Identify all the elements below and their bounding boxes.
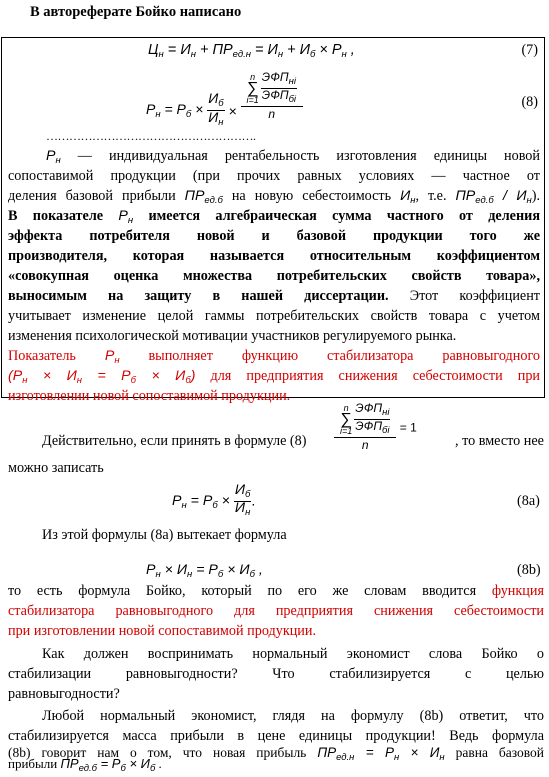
page-heading: В автореферате Бойко написано [30, 4, 242, 20]
ellipsis-line: ………………………………………………. [46, 129, 256, 143]
body-line-2: можно записать [8, 460, 104, 476]
definition-line-1: $Р_н$ — индивидуальная рентабельность изготовления единицы новой [46, 148, 540, 166]
red-line-3: изготовлении новой сопоставимой продукции. [8, 388, 291, 404]
body-p6-line-2: стабилизируется масса прибыли в цене единицы продукции! Ведь формула [8, 728, 544, 744]
body-line-1a: Действительно, если принять в формуле (8) [42, 433, 307, 449]
red-line-1: Показатель $Р_н$ выполняет функцию стабилизатора равновыгодного [8, 348, 541, 366]
bold-line-3: производителя, которая называется относительным коэффициентом [8, 248, 540, 264]
equation-number-8: (8) [521, 94, 538, 110]
bold-line-2: эффекта потребителя новой и базовой продукции того же [8, 228, 540, 244]
body-p5-line-3: равновыгодности? [8, 686, 120, 702]
body-p4-line-3: при изготовлении новой сопоставимой продукции. [8, 623, 317, 639]
formula-7: $Ц_н = И_н + ПР_{ед.н} = И_н + И_б \times Р_н$ , [148, 42, 355, 60]
body-p6-line-1: Любой нормальный экономист, глядя на формулу (8b) ответит, что [42, 708, 544, 724]
equation-number-8b: (8b) [517, 562, 541, 578]
formula-8b: $Р_н \times И_н = Р_б \times И_б$ , [146, 562, 263, 580]
body-p4-line-2: стабилизатора равновыгодного для предприятия снижения себестоимости [8, 603, 544, 619]
body-line-3: Из этой формулы (8а) вытекает формула [42, 527, 287, 543]
bold-line-4: «совокупная оценка множества потребительских свойств товара», [8, 268, 540, 284]
mixed-line-5: выносимым на защиту в нашей диссертации. Этот коэффициент [8, 288, 541, 304]
bold-line-1: В показателе $Р_н$ имеется алгебраическая сумма частного от деления [8, 208, 540, 226]
quote-box [1, 37, 545, 404]
formula-8: $Р_н = Р_б$ × $\frac{И_б}{И_н}$ × n ∑ i=1 $\frac{ЭФП_{нi}}{ЭФП_{бi}}$ n [146, 64, 303, 129]
equation-number-8a: (8a) [517, 493, 540, 509]
text-line-7: изменения психологической мотивации участников регулируемого рынка. [8, 328, 457, 344]
body-p4-line-1: то есть формула Бойко, который по его же словам вводится функция [8, 583, 545, 599]
body-p6-line-3: (8b) говорит нам о том, что новая прибыль $ПР_{ед.н} = Р_н \times И_н$ равна базовой [8, 745, 545, 763]
definition-line-2: сопоставимой продукции (при прочих равных условиях — частное от [8, 168, 540, 184]
text-line-6: учитывает изменение целой гаммы потребительских свойств товара с учетом [8, 308, 540, 324]
body-p5-line-1: Как должен воспринимать нормальный экономист слова Бойко о [42, 646, 544, 662]
body-line-1b: , то вместо нее [455, 433, 544, 449]
inline-sum-formula: n ∑ i=1 $\frac{ЭФП_{нi}}{ЭФП_{бi}}$ n = 1 [334, 402, 417, 453]
equation-number-7: (7) [521, 42, 538, 58]
formula-8a: $Р_н = Р_б$ × $\frac{И_б}{И_н}$ . [172, 482, 256, 518]
body-p5-line-2: стабилизации равновыгодности? Что стабилизируется с целью [8, 666, 544, 682]
definition-line-3: деления базовой прибыли $ПР_{ед.б}$ на новую себестоимость $И_н$, т.е. $ПР_{ед.б} / И_н$). [8, 188, 541, 206]
red-line-2: $(Р_н \times И_н = Р_б \times И_б)$ для предприятия снижения себестоимости при [8, 368, 541, 386]
body-p6-line-4: прибыли $ПР_{ед.б} = Р_б \times И_б$ . [8, 756, 162, 774]
